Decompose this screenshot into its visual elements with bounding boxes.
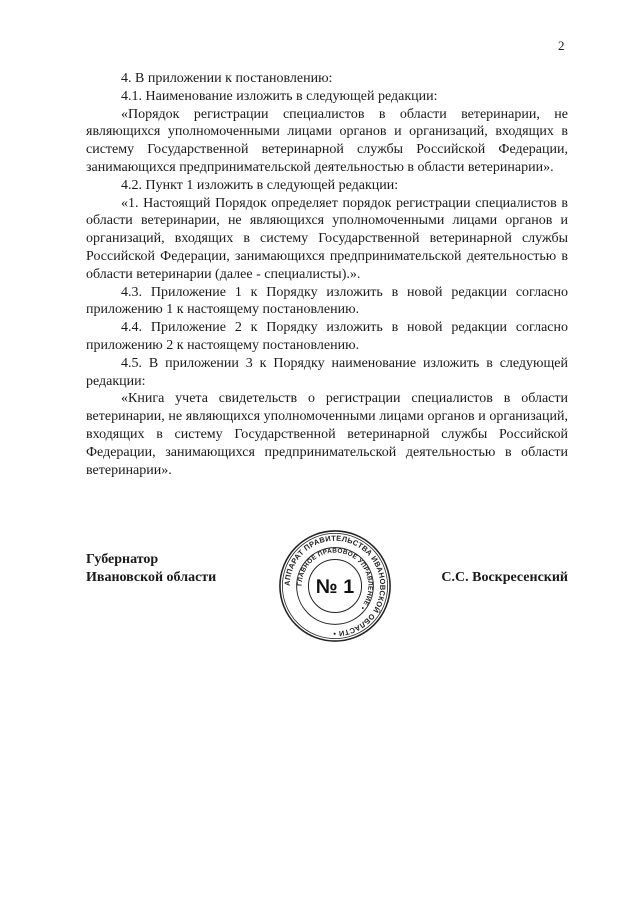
- signer-position-line2: Ивановской области: [86, 569, 217, 585]
- paragraph-4-2-text: «1. Настоящий Порядок определяет порядок регистрации специалистов в области ветеринарии, не являющихся уполномоченными лицами органов и организаций, входящих в систему Государственной ветеринарной службы Российской Федерации, занимающихся предпринимательской деятельностью в области ветеринарии (далее - специалисты).».: [86, 195, 568, 282]
- paragraph-4-5-text: «Книга учета свидетельств о регистрации специалистов в области ветеринарии, не являющихся уполномоченными лицами органов и организаций, входящих в систему Государственной ветеринарной службы Российской Федерации, занимающихся предпринимательской деятельностью в области ветеринарии».: [86, 391, 568, 478]
- paragraph-4-1: 4.1. Наименование изложить в следующей редакции:: [121, 88, 438, 104]
- signer-position: [86, 551, 216, 587]
- signer-position-line1: Губернатор: [86, 552, 159, 567]
- official-seal-stamp: [276, 527, 394, 645]
- seal-inner-text: ГЛАВНОЕ ПРАВОВОЕ УПРАВЛЕНИЕ •: [296, 547, 374, 612]
- paragraph-4-4: 4.4. Приложение 2 к Порядку изложить в новой редакции согласно приложению 2 к настоящему постановлению.: [86, 320, 568, 353]
- seal-graphic: [276, 527, 394, 645]
- paragraph-4-1-text: «Порядок регистрации специалистов в области ветеринарии, не являющихся уполномоченными лицами органов и организаций, входящих в систему Государственной ветеринарной службы Российской Федерации, занимающихся предпринимательской деятельностью в области ветеринарии».: [86, 106, 568, 175]
- paragraph-4: 4. В приложении к постановлению:: [121, 71, 333, 86]
- paragraph-4-2: 4.2. Пункт 1 изложить в следующей редакции:: [121, 177, 399, 193]
- seal-number: № 1: [315, 575, 355, 598]
- document-body: [86, 70, 568, 479]
- page-number: 2: [558, 38, 565, 53]
- seal-outer-text: АППАРАТ ПРАВИТЕЛЬСТВА ИВАНОВСКОЙ ОБЛАСТИ •: [282, 533, 388, 639]
- paragraph-4-3: 4.3. Приложение 1 к Порядку изложить в новой редакции согласно приложению 1 к настоящему постановлению.: [86, 284, 568, 318]
- paragraph-4-5: 4.5. В приложении 3 к Порядку наименование изложить в следующей редакции:: [86, 355, 568, 389]
- signer-name: С.С. Воскресенский: [441, 570, 568, 585]
- signature-block: [86, 533, 568, 657]
